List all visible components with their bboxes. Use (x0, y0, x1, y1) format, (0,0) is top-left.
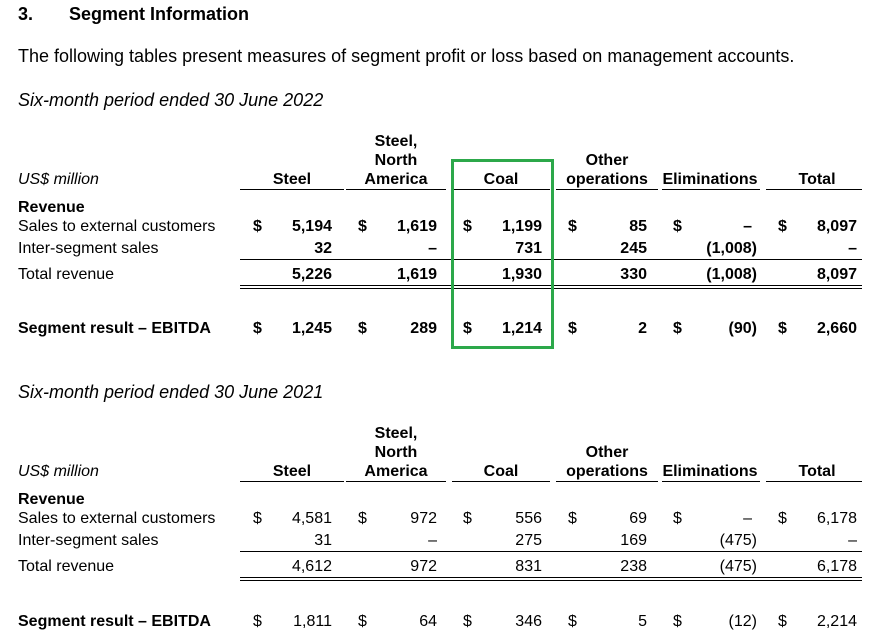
value-steel-na: 289 (410, 320, 437, 337)
value-steel-na: – (428, 240, 437, 257)
section-heading (18, 4, 249, 25)
value-total: – (848, 532, 857, 549)
header-rule (662, 481, 760, 482)
value-other: 69 (629, 510, 647, 527)
value-coal: 1,199 (501, 218, 542, 235)
value-other: 85 (629, 218, 647, 235)
currency-symbol: $ (778, 320, 787, 337)
value-steel-na: 64 (419, 613, 437, 630)
period-title-2022: Six-month period ended 30 June 2022 (18, 90, 324, 110)
col-header-coal: Coal (483, 463, 519, 480)
currency-symbol: $ (463, 510, 472, 527)
col-header-other-line1: Other (585, 444, 629, 461)
currency-symbol: $ (673, 510, 682, 527)
currency-symbol: $ (463, 613, 472, 630)
header-rule (346, 189, 446, 190)
value-steel: 4,612 (291, 558, 332, 575)
value-coal: 731 (515, 240, 542, 257)
header-rule (346, 481, 446, 482)
value-other: 330 (620, 266, 647, 283)
value-eliminations: (12) (728, 613, 757, 630)
currency-symbol: $ (253, 613, 262, 630)
section-title: Segment Information (69, 4, 250, 24)
value-coal: 831 (515, 558, 542, 575)
currency-symbol: $ (253, 218, 262, 235)
currency-symbol: $ (253, 320, 262, 337)
currency-symbol: $ (463, 320, 472, 337)
value-steel-na: – (428, 532, 437, 549)
value-steel: 4,581 (291, 510, 332, 527)
currency-symbol: $ (568, 218, 577, 235)
col-header-coal: Coal (483, 171, 519, 188)
total-double-rule (240, 577, 862, 581)
row-label-ebitda: Segment result – EBITDA (18, 320, 211, 337)
row-label-ebitda: Segment result – EBITDA (18, 613, 211, 630)
currency-symbol: $ (673, 613, 682, 630)
value-steel: 5,194 (291, 218, 332, 235)
value-eliminations: – (743, 218, 752, 235)
col-header-steel-na-line3: America (364, 171, 428, 188)
currency-symbol: $ (568, 510, 577, 527)
value-eliminations: – (743, 510, 752, 527)
col-header-steel-na-line2: North (374, 444, 418, 461)
currency-symbol: $ (673, 320, 682, 337)
value-eliminations: (475) (719, 558, 757, 575)
row-label-total-revenue: Total revenue (18, 266, 115, 283)
row-label-total-revenue: Total revenue (18, 558, 115, 575)
value-total: 8,097 (816, 218, 857, 235)
value-steel: 1,245 (291, 320, 332, 337)
row-label-inter-segment: Inter-segment sales (18, 532, 159, 549)
col-header-eliminations: Eliminations (662, 463, 758, 480)
section-number: 3. (18, 4, 34, 24)
col-header-other-line2: operations (566, 463, 648, 480)
value-coal: 1,930 (501, 266, 542, 283)
col-header-other-line1: Other (585, 152, 629, 169)
period-title-2021: Six-month period ended 30 June 2021 (18, 382, 324, 402)
value-other: 238 (620, 558, 647, 575)
currency-symbol: $ (358, 613, 367, 630)
value-steel: 1,811 (293, 613, 332, 630)
col-header-steel-na-line1: Steel, (374, 425, 418, 442)
currency-symbol: $ (463, 218, 472, 235)
currency-symbol: $ (358, 218, 367, 235)
revenue-label: Revenue (18, 199, 85, 216)
header-rule (662, 189, 760, 190)
intro-paragraph: The following tables present measures of segment profit or loss based on management accounts. (18, 46, 795, 66)
currency-symbol: $ (778, 613, 787, 630)
value-total: 6,178 (816, 558, 857, 575)
col-header-total: Total (798, 463, 836, 480)
header-rule (556, 481, 658, 482)
value-steel: 31 (314, 532, 332, 549)
value-total: 2,660 (816, 320, 857, 337)
header-rule (556, 189, 658, 190)
col-header-other-line2: operations (566, 171, 648, 188)
value-coal: 1,214 (501, 320, 542, 337)
currency-symbol: $ (568, 320, 577, 337)
value-eliminations: (1,008) (706, 266, 757, 283)
value-total: – (848, 240, 857, 257)
currency-symbol: $ (253, 510, 262, 527)
value-eliminations: (90) (728, 320, 757, 337)
value-total: 8,097 (816, 266, 857, 283)
value-eliminations: (1,008) (706, 240, 757, 257)
col-header-steel-na-line2: North (374, 152, 418, 169)
col-header-steel: Steel (272, 463, 312, 480)
unit-label: US$ million (18, 171, 99, 188)
col-header-steel: Steel (272, 171, 312, 188)
value-other: 169 (620, 532, 647, 549)
value-other: 245 (620, 240, 647, 257)
value-coal: 275 (515, 532, 542, 549)
value-other: 5 (638, 613, 647, 630)
value-steel-na: 1,619 (396, 218, 437, 235)
currency-symbol: $ (568, 613, 577, 630)
revenue-label: Revenue (18, 491, 85, 508)
value-steel: 32 (314, 240, 332, 257)
row-label-external-sales: Sales to external customers (18, 510, 216, 527)
col-header-steel-na-line3: America (364, 463, 428, 480)
col-header-steel-na-line1: Steel, (374, 133, 418, 150)
header-rule (766, 189, 862, 190)
value-steel-na: 972 (410, 510, 437, 527)
header-rule (452, 481, 550, 482)
header-rule (240, 481, 344, 482)
unit-label: US$ million (18, 463, 99, 480)
value-total: 2,214 (816, 613, 857, 630)
header-rule (766, 481, 862, 482)
currency-symbol: $ (358, 320, 367, 337)
value-total: 6,178 (816, 510, 857, 527)
currency-symbol: $ (778, 510, 787, 527)
value-other: 2 (638, 320, 647, 337)
col-header-total: Total (798, 171, 836, 188)
value-steel: 5,226 (291, 266, 332, 283)
coal-column-highlight-box (451, 159, 554, 349)
row-label-inter-segment: Inter-segment sales (18, 240, 159, 257)
col-header-eliminations: Eliminations (662, 171, 758, 188)
currency-symbol: $ (358, 510, 367, 527)
currency-symbol: $ (673, 218, 682, 235)
value-eliminations: (475) (719, 532, 757, 549)
currency-symbol: $ (778, 218, 787, 235)
value-coal: 556 (515, 510, 542, 527)
value-steel-na: 972 (410, 558, 437, 575)
subtotal-rule (240, 551, 862, 552)
value-steel-na: 1,619 (396, 266, 437, 283)
value-coal: 346 (515, 613, 542, 630)
header-rule (240, 189, 344, 190)
row-label-external-sales: Sales to external customers (18, 218, 216, 235)
